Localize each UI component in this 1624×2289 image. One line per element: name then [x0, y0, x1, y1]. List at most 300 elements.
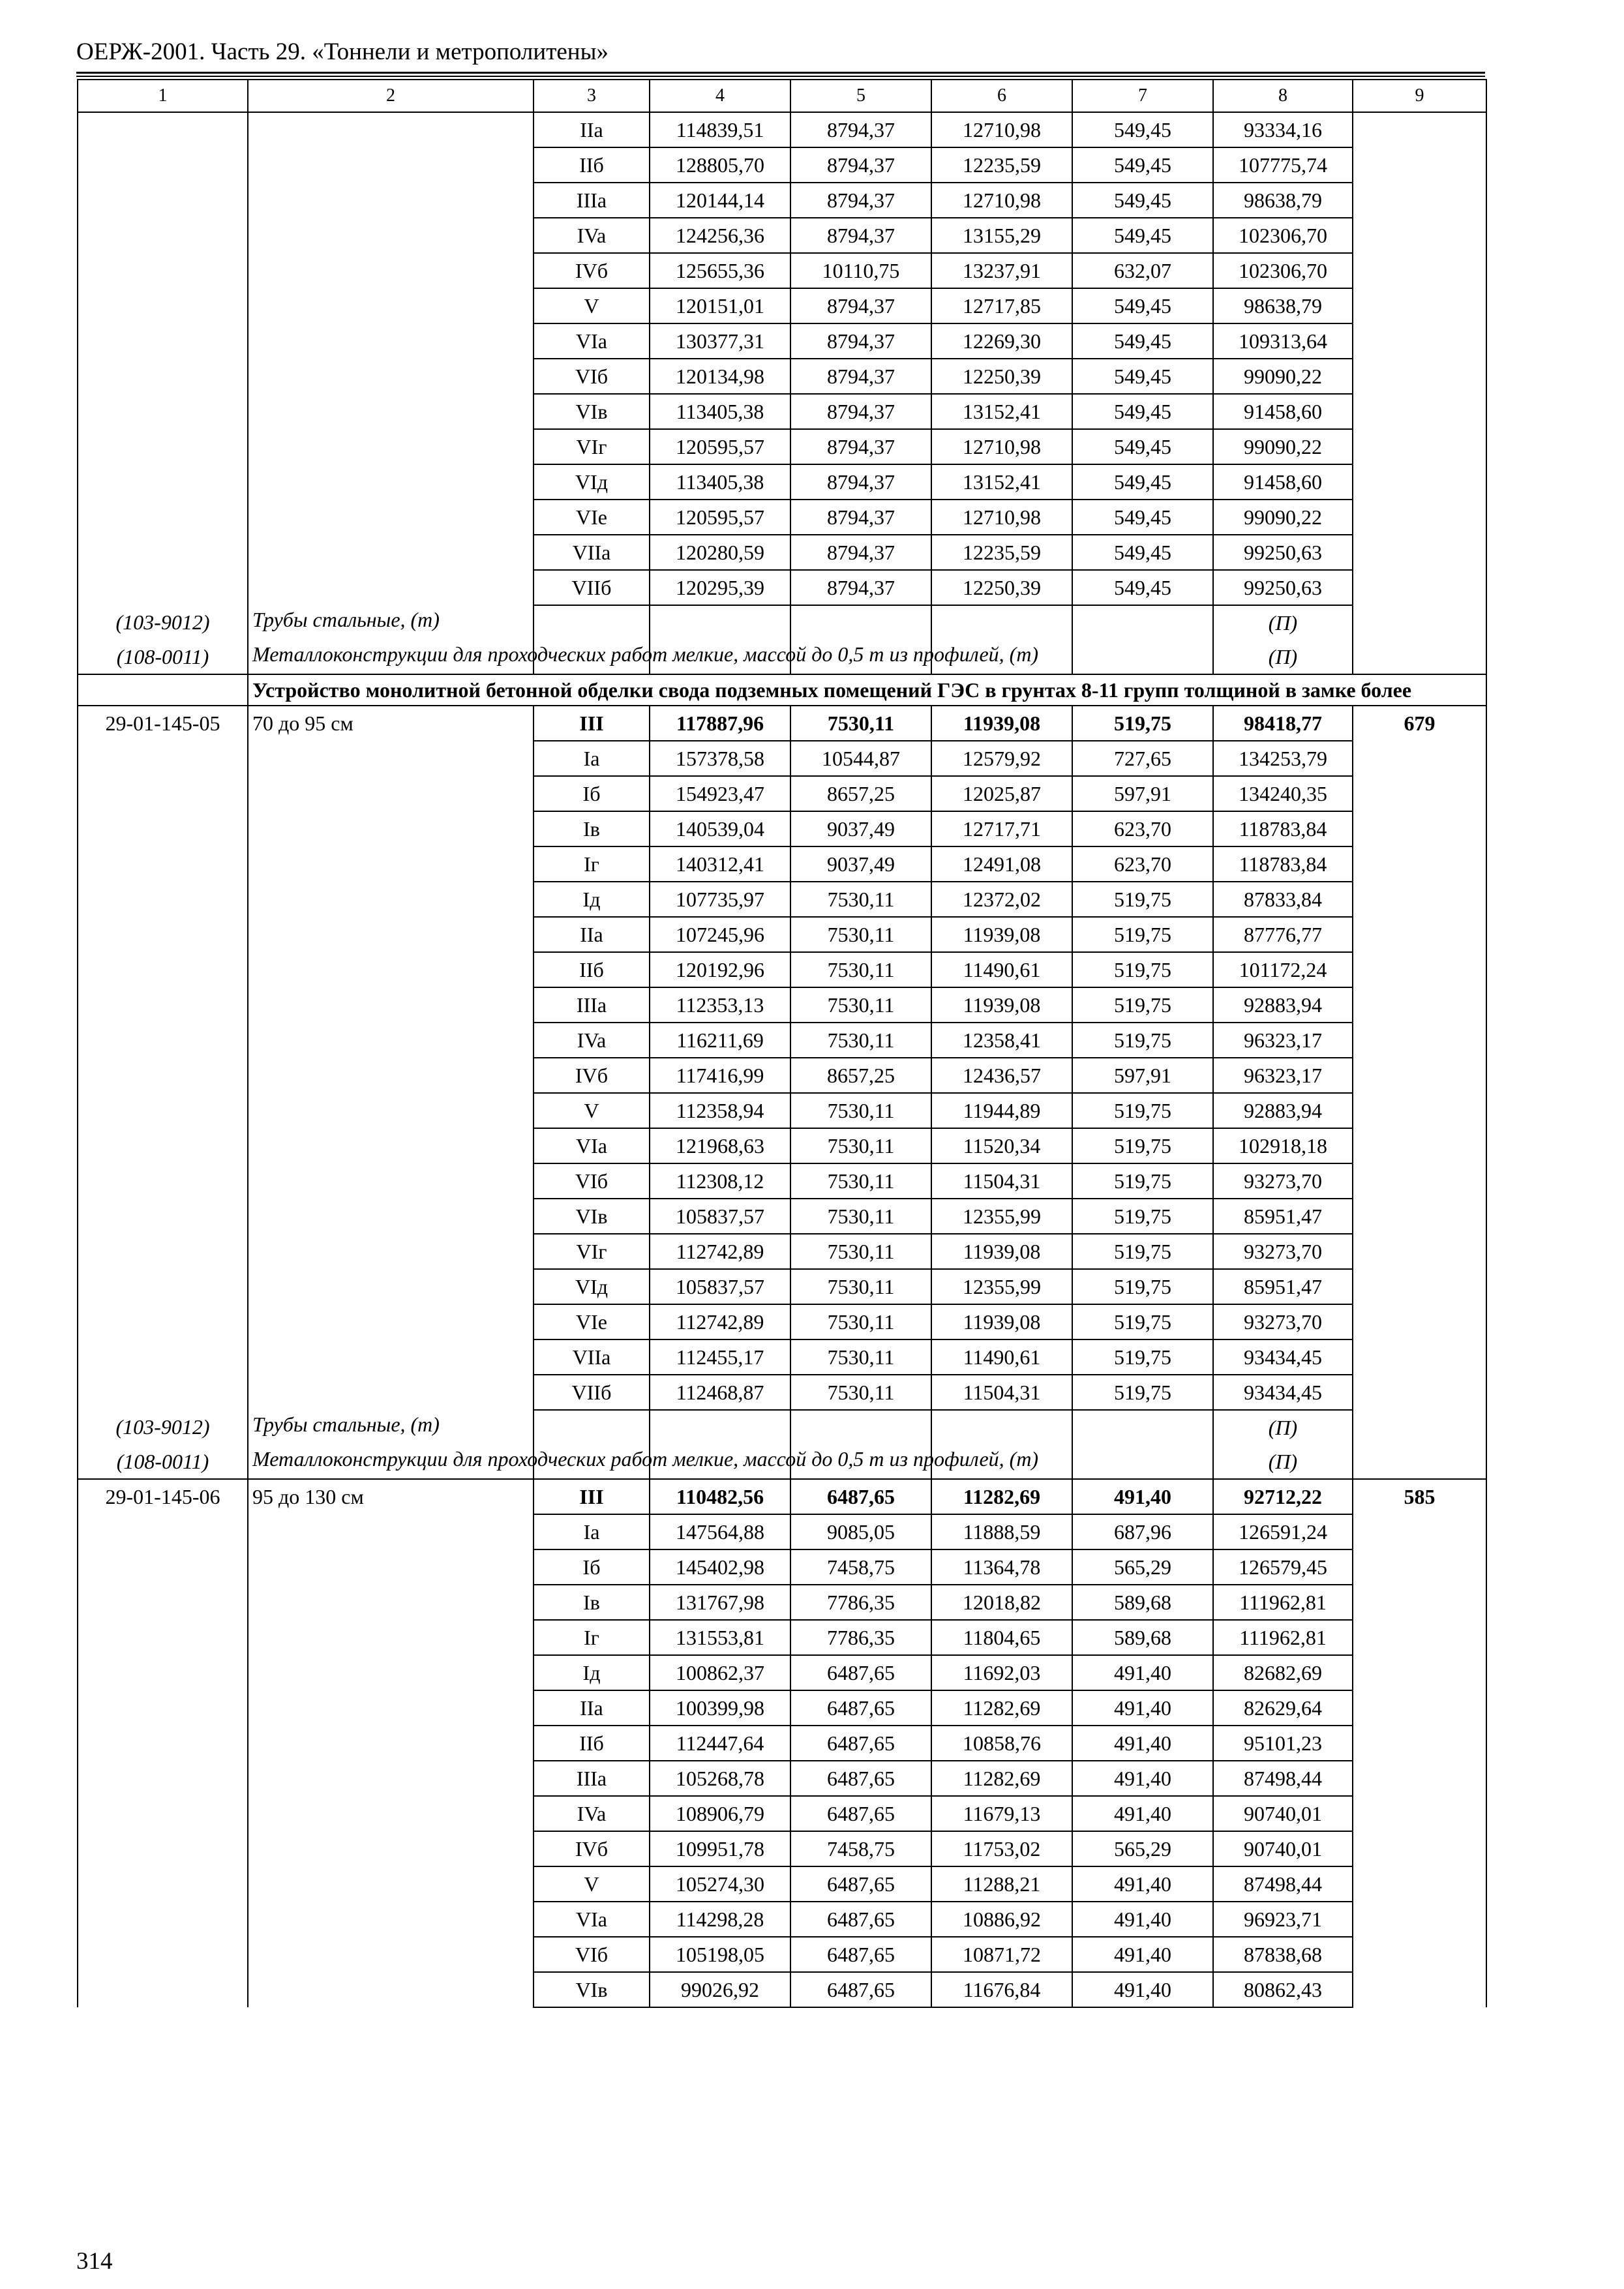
material-name: Трубы стальные, (т)	[248, 1410, 534, 1444]
extra-cell	[1353, 882, 1486, 917]
value-cell: 102306,70	[1213, 218, 1353, 253]
rate-header-row	[78, 1479, 1486, 1514]
table-row	[78, 570, 1486, 605]
value-cell: 92712,22	[1213, 1479, 1353, 1514]
value-cell: 11288,21	[931, 1866, 1072, 1902]
table-row	[78, 1972, 1486, 2007]
value-cell: 11679,13	[931, 1796, 1072, 1831]
zone-cell: V	[534, 288, 650, 323]
code-cell	[78, 917, 248, 952]
table-row	[78, 253, 1486, 288]
name-cell	[248, 846, 534, 882]
code-cell	[78, 1234, 248, 1269]
value-cell: 109313,64	[1213, 323, 1353, 359]
zone-cell: VIIa	[534, 1339, 650, 1375]
value-cell: 10110,75	[790, 253, 931, 288]
table-row	[78, 1761, 1486, 1796]
column-number-row	[78, 80, 1486, 112]
value-cell: 126591,24	[1213, 1514, 1353, 1549]
value-cell: 6487,65	[790, 1902, 931, 1937]
value-cell: 100862,37	[650, 1655, 790, 1690]
name-cell	[248, 882, 534, 917]
extra-cell	[1353, 394, 1486, 429]
table-row	[78, 1269, 1486, 1304]
zone-cell: VIa	[534, 323, 650, 359]
value-cell: 11364,78	[931, 1549, 1072, 1585]
table-row	[78, 464, 1486, 500]
table-row	[78, 1690, 1486, 1726]
name-cell	[248, 183, 534, 218]
zone-cell: V	[534, 1093, 650, 1128]
value-cell: 12025,87	[931, 776, 1072, 811]
value-cell: 12436,57	[931, 1058, 1072, 1093]
value-cell: 8794,37	[790, 112, 931, 147]
name-cell	[248, 429, 534, 464]
rate-total: 585	[1353, 1479, 1486, 1514]
extra-cell	[1353, 429, 1486, 464]
value-cell: 13237,91	[931, 253, 1072, 288]
zone-cell: IIa	[534, 112, 650, 147]
value-cell: 134253,79	[1213, 741, 1353, 776]
value-cell: 7530,11	[790, 1023, 931, 1058]
value-cell: 623,70	[1072, 811, 1213, 846]
extra-cell	[1353, 917, 1486, 952]
extra-cell	[1353, 1585, 1486, 1620]
zone-cell: VIг	[534, 1234, 650, 1269]
name-cell	[248, 1023, 534, 1058]
value-cell: 8794,37	[790, 394, 931, 429]
value-cell: 12358,41	[931, 1023, 1072, 1058]
code-cell	[78, 1058, 248, 1093]
value-cell: 107775,74	[1213, 147, 1353, 183]
value-cell: 13152,41	[931, 394, 1072, 429]
value-cell: 120595,57	[650, 429, 790, 464]
material-code: (103-9012)	[78, 1410, 248, 1444]
value-cell: 105274,30	[650, 1866, 790, 1902]
value-cell: 131553,81	[650, 1620, 790, 1655]
code-cell	[78, 1690, 248, 1726]
code-cell	[78, 535, 248, 570]
value-cell: 12250,39	[931, 570, 1072, 605]
table-row	[78, 323, 1486, 359]
name-cell	[248, 917, 534, 952]
value-cell: 96323,17	[1213, 1023, 1353, 1058]
extra-cell	[1353, 640, 1486, 674]
table-row	[78, 1058, 1486, 1093]
value-cell: 102306,70	[1213, 253, 1353, 288]
value-cell: 11939,08	[931, 1304, 1072, 1339]
value-cell: 549,45	[1072, 359, 1213, 394]
value-cell	[790, 605, 931, 640]
value-cell: 11753,02	[931, 1831, 1072, 1866]
value-cell: 11282,69	[931, 1761, 1072, 1796]
value-cell: 12710,98	[931, 112, 1072, 147]
extra-cell	[1353, 1937, 1486, 1972]
value-cell: 111962,81	[1213, 1585, 1353, 1620]
zone-cell: Iб	[534, 1549, 650, 1585]
name-cell	[248, 1866, 534, 1902]
table-row	[78, 1620, 1486, 1655]
value-cell: 11944,89	[931, 1093, 1072, 1128]
value-cell: 12355,99	[931, 1269, 1072, 1304]
name-cell	[248, 147, 534, 183]
value-cell: 7530,11	[790, 1339, 931, 1375]
name-cell	[248, 1339, 534, 1375]
code-cell	[78, 218, 248, 253]
value-cell: 111962,81	[1213, 1620, 1353, 1655]
value-cell: 10886,92	[931, 1902, 1072, 1937]
zone-cell: Iд	[534, 882, 650, 917]
name-cell	[248, 323, 534, 359]
material-name: Металлоконструкции для проходческих работ мелкие, массой до 0,5 т из профилей, (т)	[248, 1444, 534, 1479]
code-cell	[78, 394, 248, 429]
value-cell: 597,91	[1072, 1058, 1213, 1093]
extra-cell	[1353, 741, 1486, 776]
material-name: Трубы стальные, (т)	[248, 605, 534, 640]
code-cell	[78, 147, 248, 183]
table-row	[78, 1128, 1486, 1163]
name-cell	[248, 1761, 534, 1796]
extra-cell	[1353, 952, 1486, 987]
extra-cell	[1353, 1726, 1486, 1761]
extra-cell	[1353, 846, 1486, 882]
value-cell	[1072, 1410, 1213, 1444]
value-cell: 11939,08	[931, 1234, 1072, 1269]
value-cell: 491,40	[1072, 1972, 1213, 2007]
material-code: (108-0011)	[78, 640, 248, 674]
code-cell	[78, 1972, 248, 2007]
value-cell: 12717,85	[931, 288, 1072, 323]
table-row	[78, 147, 1486, 183]
column-number: 4	[650, 80, 790, 112]
value-cell: 727,65	[1072, 741, 1213, 776]
value-cell: 11939,08	[931, 706, 1072, 741]
value-cell: 8794,37	[790, 535, 931, 570]
value-cell: 519,75	[1072, 1375, 1213, 1410]
value-cell: 6487,65	[790, 1796, 931, 1831]
value-cell: 519,75	[1072, 987, 1213, 1023]
value-cell: 120280,59	[650, 535, 790, 570]
value-cell: 99090,22	[1213, 429, 1353, 464]
extra-cell	[1353, 811, 1486, 846]
value-cell: 12372,02	[931, 882, 1072, 917]
extra-cell	[1353, 1023, 1486, 1058]
table-row	[78, 183, 1486, 218]
code-cell	[78, 1866, 248, 1902]
table-row	[78, 1234, 1486, 1269]
value-cell: 91458,60	[1213, 464, 1353, 500]
table-row	[78, 1304, 1486, 1339]
value-cell: 85951,47	[1213, 1199, 1353, 1234]
value-cell: 12018,82	[931, 1585, 1072, 1620]
value-cell: 10858,76	[931, 1726, 1072, 1761]
value-cell: 96923,71	[1213, 1902, 1353, 1937]
name-cell	[248, 1937, 534, 1972]
value-cell: 116211,69	[650, 1023, 790, 1058]
code-cell	[78, 952, 248, 987]
name-cell	[248, 112, 534, 147]
value-cell: 87833,84	[1213, 882, 1353, 917]
code-cell	[78, 570, 248, 605]
value-cell: 114298,28	[650, 1902, 790, 1937]
material-code: (108-0011)	[78, 1444, 248, 1479]
code-cell	[78, 112, 248, 147]
zone-cell: Iв	[534, 811, 650, 846]
name-cell	[248, 1655, 534, 1690]
value-cell: 6487,65	[790, 1479, 931, 1514]
value-cell: 7530,11	[790, 706, 931, 741]
value-cell: 105837,57	[650, 1269, 790, 1304]
name-cell	[248, 1514, 534, 1549]
code-cell	[78, 1514, 248, 1549]
value-cell: 98418,77	[1213, 706, 1353, 741]
extra-cell	[1353, 1163, 1486, 1199]
value-cell: 92883,94	[1213, 1093, 1353, 1128]
code-cell	[78, 1023, 248, 1058]
value-cell: 120595,57	[650, 500, 790, 535]
value-cell: 623,70	[1072, 846, 1213, 882]
table-row	[78, 500, 1486, 535]
header-rule	[76, 72, 1485, 74]
zone-cell: VIe	[534, 500, 650, 535]
value-cell: 491,40	[1072, 1655, 1213, 1690]
value-cell: 6487,65	[790, 1866, 931, 1902]
name-cell	[248, 1058, 534, 1093]
table-row	[78, 987, 1486, 1023]
value-cell: 85951,47	[1213, 1269, 1353, 1304]
extra-cell	[1353, 183, 1486, 218]
value-cell: 98638,79	[1213, 183, 1353, 218]
value-cell: 7530,11	[790, 1128, 931, 1163]
extra-cell	[1353, 1620, 1486, 1655]
value-cell: 11490,61	[931, 952, 1072, 987]
value-cell: 121968,63	[650, 1128, 790, 1163]
code-cell	[78, 1093, 248, 1128]
value-cell: 8794,37	[790, 359, 931, 394]
extra-cell	[1353, 1093, 1486, 1128]
table-row	[78, 1163, 1486, 1199]
value-cell: 519,75	[1072, 882, 1213, 917]
table-row	[78, 1023, 1486, 1058]
value-cell: 140312,41	[650, 846, 790, 882]
zone-cell: VIa	[534, 1902, 650, 1937]
value-cell: 140539,04	[650, 811, 790, 846]
name-cell	[248, 1972, 534, 2007]
value-cell: 91458,60	[1213, 394, 1353, 429]
value-cell: 8794,37	[790, 147, 931, 183]
value-cell: 549,45	[1072, 500, 1213, 535]
code-cell	[78, 1549, 248, 1585]
zone-cell: Iв	[534, 1585, 650, 1620]
value-cell: 7530,11	[790, 1199, 931, 1234]
code-cell	[78, 1128, 248, 1163]
zone-cell: VIб	[534, 359, 650, 394]
zone-cell: IIб	[534, 147, 650, 183]
name-cell	[248, 776, 534, 811]
table-row	[78, 1726, 1486, 1761]
value-cell: 12710,98	[931, 500, 1072, 535]
table-row	[78, 776, 1486, 811]
value-cell: 120295,39	[650, 570, 790, 605]
table-row	[78, 218, 1486, 253]
value-cell: 491,40	[1072, 1690, 1213, 1726]
value-cell: 112358,94	[650, 1093, 790, 1128]
name-cell	[248, 535, 534, 570]
extra-cell	[1353, 1972, 1486, 2007]
value-cell: 154923,47	[650, 776, 790, 811]
name-cell	[248, 1902, 534, 1937]
zone-cell: Iг	[534, 1620, 650, 1655]
table-row	[78, 1199, 1486, 1234]
value-cell	[790, 1410, 931, 1444]
zone-cell: Ia	[534, 1514, 650, 1549]
extra-cell	[1353, 1375, 1486, 1410]
value-cell: 124256,36	[650, 218, 790, 253]
extra-cell	[1353, 1902, 1486, 1937]
code-cell	[78, 464, 248, 500]
value-cell: 8794,37	[790, 429, 931, 464]
header-rule	[76, 76, 1485, 77]
code-cell	[78, 1726, 248, 1761]
value-cell: 12710,98	[931, 429, 1072, 464]
value-cell: 99026,92	[650, 1972, 790, 2007]
value-cell: 13152,41	[931, 464, 1072, 500]
value-cell: 12235,59	[931, 535, 1072, 570]
value-cell: 82682,69	[1213, 1655, 1353, 1690]
value-cell: 11888,59	[931, 1514, 1072, 1549]
table-row	[78, 1375, 1486, 1410]
extra-cell	[1353, 1058, 1486, 1093]
value-cell: 93334,16	[1213, 112, 1353, 147]
value-cell: 98638,79	[1213, 288, 1353, 323]
extra-cell	[1353, 776, 1486, 811]
extra-cell	[1353, 218, 1486, 253]
material-row	[78, 1410, 1486, 1444]
code-cell	[78, 359, 248, 394]
value-cell: 519,75	[1072, 1234, 1213, 1269]
value-cell: 130377,31	[650, 323, 790, 359]
table-row	[78, 1549, 1486, 1585]
table-row	[78, 1585, 1486, 1620]
zone-cell: VIг	[534, 429, 650, 464]
extra-cell	[1353, 605, 1486, 640]
table-row	[78, 1866, 1486, 1902]
table-row	[78, 741, 1486, 776]
name-cell	[248, 1163, 534, 1199]
zone-cell: VIe	[534, 1304, 650, 1339]
zone-cell: IVa	[534, 1023, 650, 1058]
value-cell: 9037,49	[790, 811, 931, 846]
extra-cell	[1353, 570, 1486, 605]
extra-cell	[1353, 1269, 1486, 1304]
value-cell: 120144,14	[650, 183, 790, 218]
material-mark: (П)	[1213, 640, 1353, 674]
value-cell: 110482,56	[650, 1479, 790, 1514]
value-cell: 11676,84	[931, 1972, 1072, 2007]
name-cell	[248, 394, 534, 429]
name-cell	[248, 1796, 534, 1831]
value-cell: 117887,96	[650, 706, 790, 741]
value-cell: 100399,98	[650, 1690, 790, 1726]
value-cell: 87838,68	[1213, 1937, 1353, 1972]
value-cell: 687,96	[1072, 1514, 1213, 1549]
zone-cell: Iб	[534, 776, 650, 811]
material-mark: (П)	[1213, 1444, 1353, 1479]
value-cell: 565,29	[1072, 1831, 1213, 1866]
value-cell: 519,75	[1072, 1093, 1213, 1128]
table-row	[78, 811, 1486, 846]
value-cell: 8794,37	[790, 288, 931, 323]
value-cell: 107245,96	[650, 917, 790, 952]
value-cell: 108906,79	[650, 1796, 790, 1831]
name-cell	[248, 218, 534, 253]
name-cell	[248, 1690, 534, 1726]
material-mark: (П)	[1213, 605, 1353, 640]
value-cell: 7530,11	[790, 1093, 931, 1128]
name-cell	[248, 1831, 534, 1866]
value-cell: 549,45	[1072, 570, 1213, 605]
value-cell: 11939,08	[931, 987, 1072, 1023]
value-cell: 589,68	[1072, 1620, 1213, 1655]
value-cell: 11939,08	[931, 917, 1072, 952]
value-cell: 113405,38	[650, 464, 790, 500]
value-cell: 99250,63	[1213, 570, 1353, 605]
extra-cell	[1353, 1128, 1486, 1163]
column-number: 5	[790, 80, 931, 112]
zone-cell: III	[534, 1479, 650, 1514]
value-cell: 12355,99	[931, 1199, 1072, 1234]
value-cell: 157378,58	[650, 741, 790, 776]
value-cell: 117416,99	[650, 1058, 790, 1093]
zone-cell: IVб	[534, 1058, 650, 1093]
code-cell	[78, 183, 248, 218]
code-cell	[78, 1339, 248, 1375]
value-cell: 120134,98	[650, 359, 790, 394]
value-cell: 8794,37	[790, 183, 931, 218]
extra-cell	[1353, 323, 1486, 359]
value-cell: 118783,84	[1213, 811, 1353, 846]
value-cell: 6487,65	[790, 1761, 931, 1796]
value-cell: 7458,75	[790, 1831, 931, 1866]
value-cell: 549,45	[1072, 394, 1213, 429]
column-number: 3	[534, 80, 650, 112]
value-cell: 114839,51	[650, 112, 790, 147]
name-cell	[248, 1549, 534, 1585]
code-cell	[78, 1655, 248, 1690]
extra-cell	[1353, 288, 1486, 323]
zone-cell: IIIa	[534, 987, 650, 1023]
zone-cell: Ia	[534, 741, 650, 776]
value-cell: 102918,18	[1213, 1128, 1353, 1163]
value-cell: 12717,71	[931, 811, 1072, 846]
value-cell: 112468,87	[650, 1375, 790, 1410]
table-row	[78, 535, 1486, 570]
value-cell: 99090,22	[1213, 500, 1353, 535]
value-cell: 93434,45	[1213, 1375, 1353, 1410]
value-cell: 112455,17	[650, 1339, 790, 1375]
table-row	[78, 429, 1486, 464]
extra-cell	[1353, 500, 1486, 535]
table-row	[78, 917, 1486, 952]
value-cell: 92883,94	[1213, 987, 1353, 1023]
value-cell: 589,68	[1072, 1585, 1213, 1620]
zone-cell: IVa	[534, 1796, 650, 1831]
value-cell: 11504,31	[931, 1163, 1072, 1199]
value-cell: 7530,11	[790, 882, 931, 917]
zone-cell: VIIб	[534, 570, 650, 605]
value-cell: 101172,24	[1213, 952, 1353, 987]
zone-cell: VIв	[534, 394, 650, 429]
